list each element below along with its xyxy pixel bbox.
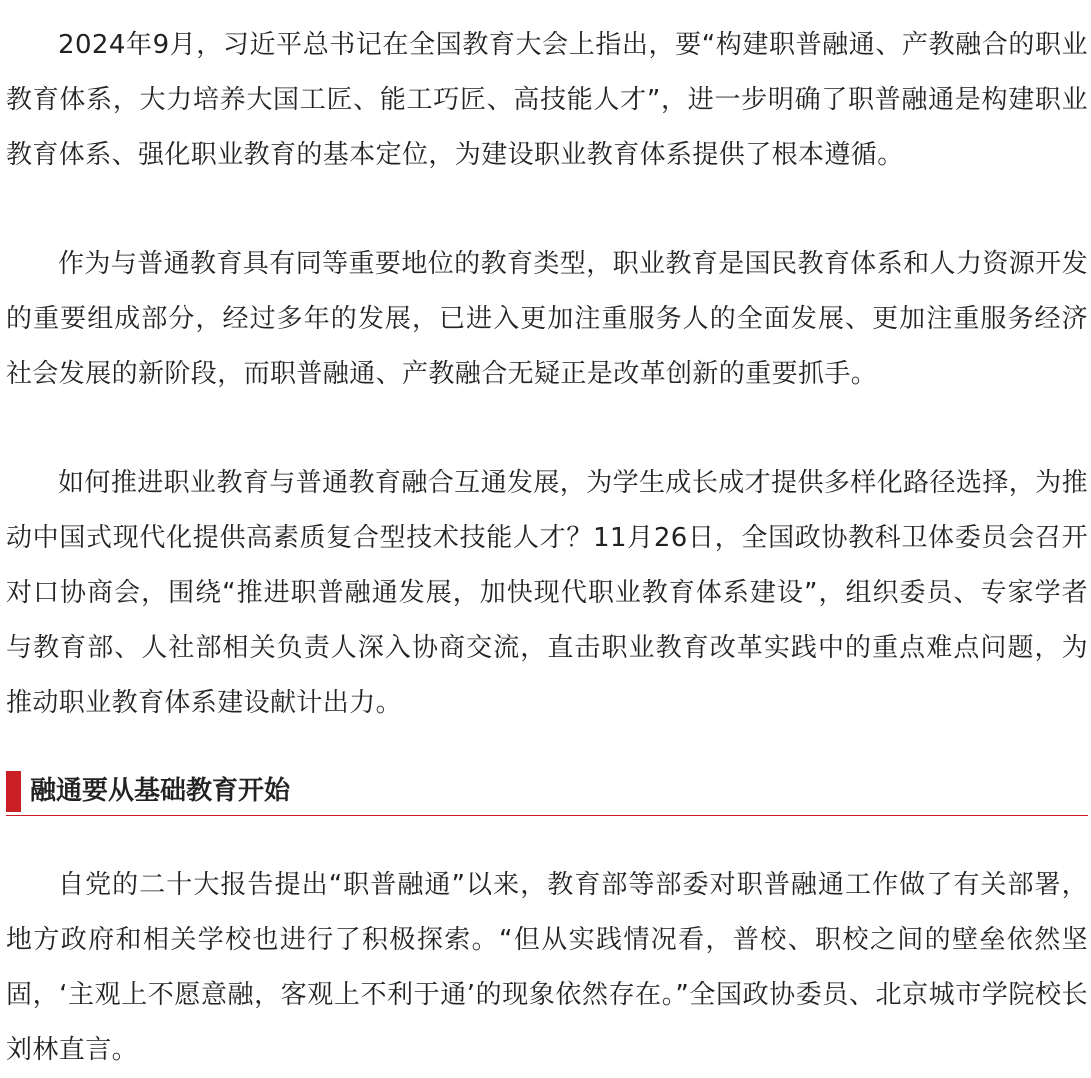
article-paragraph: 2024年9月，习近平总书记在全国教育大会上指出，要“构建职普融通、产教融合的职业教育体系，大力培养大国工匠、能工巧匠、高技能人才”，进一步明确了职普融通是构建职业教育体系、强化职业教育的基本定位，为建设职业教育体系提供了根本遵循。 — [6, 30, 1088, 170]
article-paragraph: 自党的二十大报告提出“职普融通”以来，教育部等部委对职普融通工作做了有关部署，地方政府和相关学校也进行了积极探索。“但从实践情况看，普校、职校之间的壁垒依然坚固，‘主观上不愿意融，客观上不利于通’的现象依然存在。”全国政协委员、北京城市学院校长刘林直言。 — [6, 870, 1088, 1065]
article-body — [6, 0, 1088, 1078]
section-title: 融通要从基础教育开始 — [30, 776, 291, 806]
article-paragraph: 如何推进职业教育与普通教育融合互通发展，为学生成长成才提供多样化路径选择，为推动中国式现代化提供高素质复合型技术技能人才？11月26日，全国政协教科卫体委员会召开对口协商会，围绕“推进职普融通发展，加快现代职业教育体系建设”，组织委员、专家学者与教育部、人社部相关负责人深入协商交流，直击职业教育改革实践中的重点难点问题，为推动职业教育体系建设献计出力。 — [6, 468, 1088, 718]
article-paragraph: 作为与普通教育具有同等重要地位的教育类型，职业教育是国民教育体系和人力资源开发的重要组成部分，经过多年的发展，已进入更加注重服务人的全面发展、更加注重服务经济社会发展的新阶段，而职普融通、产教融合无疑正是改革创新的重要抓手。 — [6, 249, 1088, 389]
section-heading — [6, 771, 1088, 816]
section-accent-bar — [6, 771, 21, 812]
